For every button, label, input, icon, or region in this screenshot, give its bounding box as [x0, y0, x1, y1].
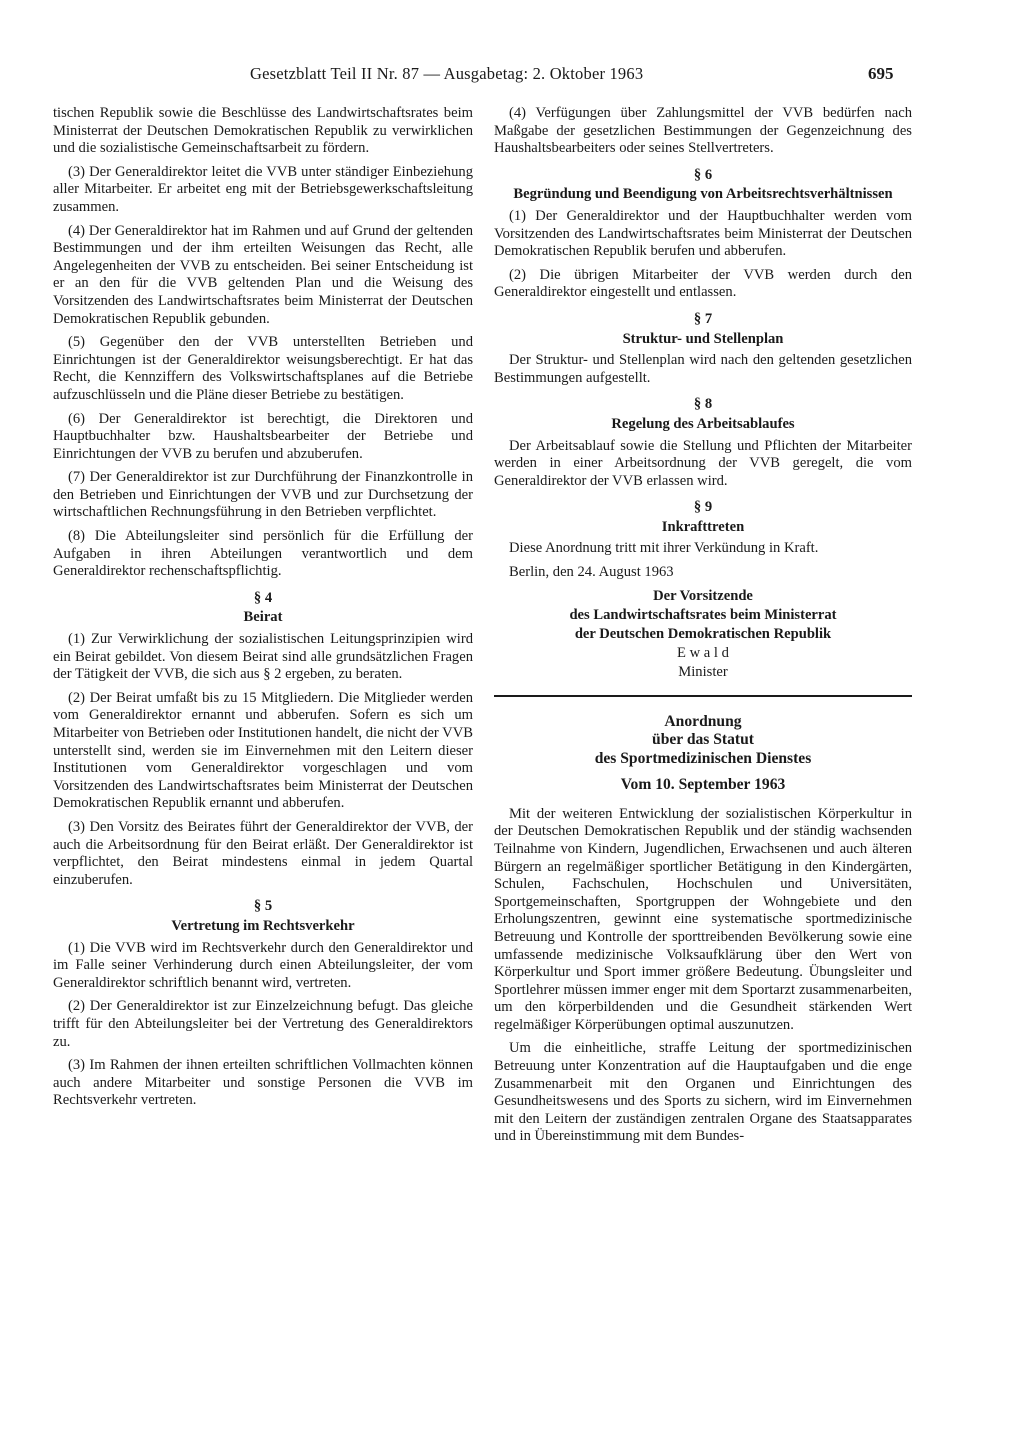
section-7-number: § 7: [693, 310, 713, 327]
left-column: [53, 105, 473, 1116]
section-4-paragraph-3: (3) Den Vorsitz des Beirates führt der Generaldirektor der VVB, der auch die Arbeitsordnung für den Beirat erläßt. Der Generaldirektor ist verpflichtet, den Beirat mindestens einmal in jedem Quartal einzuberufen.: [53, 818, 473, 888]
signatory-title-2: des Landwirtschaftsrates beim Ministerrat: [569, 606, 837, 623]
paragraph-5: (5) Gegenüber den der VVB unterstellten Betrieben und Einrichtungen ist der Generaldirektor weisungsberechtigt. Er hat das Recht, die Kennziffern des Volkswirtschaftsplanes auf die Betriebe aufzuschlüsseln und die Pläne dieser Betriebe zu bestätigen.: [53, 334, 473, 403]
section-6-title: Begründung und Beendigung von Arbeitsrechtsverhältnissen: [513, 186, 893, 203]
section-7-title: Struktur- und Stellenplan: [622, 330, 784, 347]
paragraph-8: (8) Die Abteilungsleiter sind persönlich für die Erfüllung der Aufgaben in ihren Abteilungen verantwortlich und dem Generaldirektor rechenschaftspflichtig.: [53, 528, 473, 580]
section-5-number: § 5: [253, 898, 273, 915]
section-8-title: Regelung des Arbeitsablaufes: [611, 415, 795, 432]
paragraph-7: (7) Der Generaldirektor ist zur Durchführung der Finanzkontrolle in den Betrieben und Einrichtungen der VVB und zur Durchsetzung der wirtschaftlichen Rechnungsführung in den Betrieben verpflichtet.: [53, 469, 473, 521]
paragraph-4-continued: (4) Verfügungen über Zahlungsmittel der VVB bedürfen nach Maßgabe der gesetzlichen Bestimmungen der Gegenzeichnung des Haushaltsbearbeiters oder seines Stellvertreters.: [494, 105, 912, 157]
section-8-paragraph-1: Der Arbeitsablauf sowie die Stellung und Pflichten der Mitarbeiter werden in einer Arbeitsordnung der VVB geregelt, die vom Generaldirektor der VVB erlassen wird.: [494, 437, 912, 489]
section-5-paragraph-3: (3) Im Rahmen der ihnen erteilten schriftlichen Vollmachten können auch andere Mitarbeiter und sonstige Personen die VVB im Rechtsverkehr vertreten.: [53, 1057, 473, 1109]
order-date: Vom 10. September 1963: [620, 776, 786, 794]
signatory-title-3: der Deutschen Demokratischen Republik: [574, 625, 832, 642]
paragraph-continued: tischen Republik sowie die Beschlüsse des Landwirtschaftsrates beim Ministerrat der Deutschen Demokratischen Republik zu verwirklichen und die sozialistische Gemeinschaftsarbeit zu fördern.: [53, 105, 473, 157]
section-4-title: Beirat: [243, 609, 283, 626]
section-6-paragraph-1: (1) Der Generaldirektor und der Hauptbuchhalter werden vom Vorsitzenden des Landwirtschaftsrates beim Ministerrat der Deutschen Demokratischen Republik berufen und abberufen.: [494, 207, 912, 260]
order-title-2: über das Statut: [652, 731, 754, 749]
page-header: [0, 64, 1024, 88]
place-and-date: Berlin, den 24. August 1963: [509, 564, 674, 581]
section-divider: [494, 695, 912, 697]
section-5-paragraph-2: (2) Der Generaldirektor ist zur Einzelzeichnung befugt. Das gleiche trifft für den Abteilungsleiter bei der Vertretung des Generaldirektors zu.: [53, 998, 473, 1050]
signatory-role: Minister: [678, 663, 728, 680]
section-9-paragraph-1: Diese Anordnung tritt mit ihrer Verkündung in Kraft.: [509, 540, 819, 557]
right-column: [494, 105, 912, 1152]
order-title-1: Anordnung: [664, 712, 742, 730]
paragraph-4: (4) Der Generaldirektor hat im Rahmen und auf Grund der geltenden Bestimmungen und der ihm erteilten Weisungen das Recht, alle Angelegenheiten der VVB zu entscheiden. Bei seiner Entscheidung ist er an den für die VVB geltenden Plan und die Weisung des Vorsitzenden des Landwirtschaftsrates beim Ministerrat der Deutschen Demokratischen Republik gebunden.: [53, 222, 473, 327]
order-paragraph-1: Mit der weiteren Entwicklung der sozialistischen Körperkultur in der Deutschen Demokratischen Republik und der ständig wachsenden Teilnahme von Kindern, Jugendlichen, Erwachsenen und auch älteren Bürgern an regelmäßiger sportlicher Betätigung in den Kindergärten, Schulen, Fachschulen, Hochschulen und Universitäten, Sportgemeinschaften, Sportgruppen der Wohngebiete und den Erholungszentren, gewinnt eine systematische sportmedizinische Betreuung und Kontrolle der sporttreibenden Bevölkerung sowie eine umfassende medizinische Volksaufklärung über den Wert von Körperkultur und Sport immer größere Bedeutung. Übungsleiter und Sportlehrer müssen immer enger mit dem Sportarzt zusammenarbeiten, um den körperbildenden und die Gesundheit stärkenden Wert regelmäßiger Körperübungen optimal auszunutzen.: [494, 805, 912, 1033]
paragraph-3: (3) Der Generaldirektor leitet die VVB unter ständiger Einbeziehung aller Mitarbeiter. Er arbeitet eng mit der Betriebsgewerkschaftsleitung zusammen.: [53, 163, 473, 215]
section-9-number: § 9: [693, 499, 713, 516]
section-4-paragraph-2: (2) Der Beirat umfaßt bis zu 15 Mitgliedern. Die Mitglieder werden vom Generaldirektor ernannt und abberufen. Sofern es sich um Mitarbeiter von Betrieben oder Institutionen handelt, die nicht der VVB unterstellt sind, werden sie im Einvernehmen mit den Leitern dieser Institutionen vom Generaldirektor vorgeschlagen und vom Vorsitzenden des Landwirtschaftsrates beim Ministerrat der Deutschen Demokratischen Republik ernannt und abberufen.: [53, 689, 473, 812]
section-4-number: § 4: [253, 589, 273, 606]
page-number: 695: [868, 64, 894, 83]
section-6-paragraph-2: (2) Die übrigen Mitarbeiter der VVB werden durch den Generaldirektor eingestellt und entlassen.: [494, 266, 912, 301]
section-4-paragraph-1: (1) Zur Verwirklichung der sozialistischen Leitungsprinzipien wird ein Beirat gebildet. Von diesem Beirat sind alle grundsätzlichen Fragen der Tätigkeit der VVB, die sich aus § 2 ergeben, zu beraten.: [53, 631, 473, 683]
section-8-number: § 8: [693, 396, 713, 413]
section-7-paragraph-1: Der Struktur- und Stellenplan wird nach den geltenden gesetzlichen Bestimmungen aufgestellt.: [494, 352, 912, 386]
section-5-paragraph-1: (1) Die VVB wird im Rechtsverkehr durch den Generaldirektor und im Falle seiner Verhinderung durch einen Abteilungsleiter, der vom Generaldirektor schriftlich benannt wird, vertreten.: [53, 939, 473, 991]
signatory-title-1: Der Vorsitzende: [653, 587, 753, 604]
order-title-3: des Sportmedizinischen Dienstes: [594, 749, 812, 767]
section-9-title: Inkrafttreten: [661, 518, 745, 535]
section-6-number: § 6: [693, 166, 713, 183]
paragraph-6: (6) Der Generaldirektor ist berechtigt, die Direktoren und Hauptbuchhalter bzw. Haushaltsbearbeiter der Betriebe und Einrichtungen der VVB zu berufen und abzuberufen.: [53, 410, 473, 462]
signatory-name: E w a l d: [677, 644, 729, 661]
gazette-title: Gesetzblatt Teil II Nr. 87 — Ausgabetag: 2. Oktober 1963: [250, 64, 644, 83]
order-paragraph-2: Um die einheitliche, straffe Leitung der sportmedizinischen Betreuung unter Konzentration auf die Hauptaufgaben und die enge Zusammenarbeit mit den Organen und Einrichtungen des Gesundheitswesens und des Sports zu sichern, wird im Einvernehmen mit den Leitern der zuständigen zentralen Organe des Staatsapparates und in Übereinstimmung mit dem Bundes-: [494, 1040, 912, 1145]
section-5-title: Vertretung im Rechtsverkehr: [171, 917, 355, 934]
